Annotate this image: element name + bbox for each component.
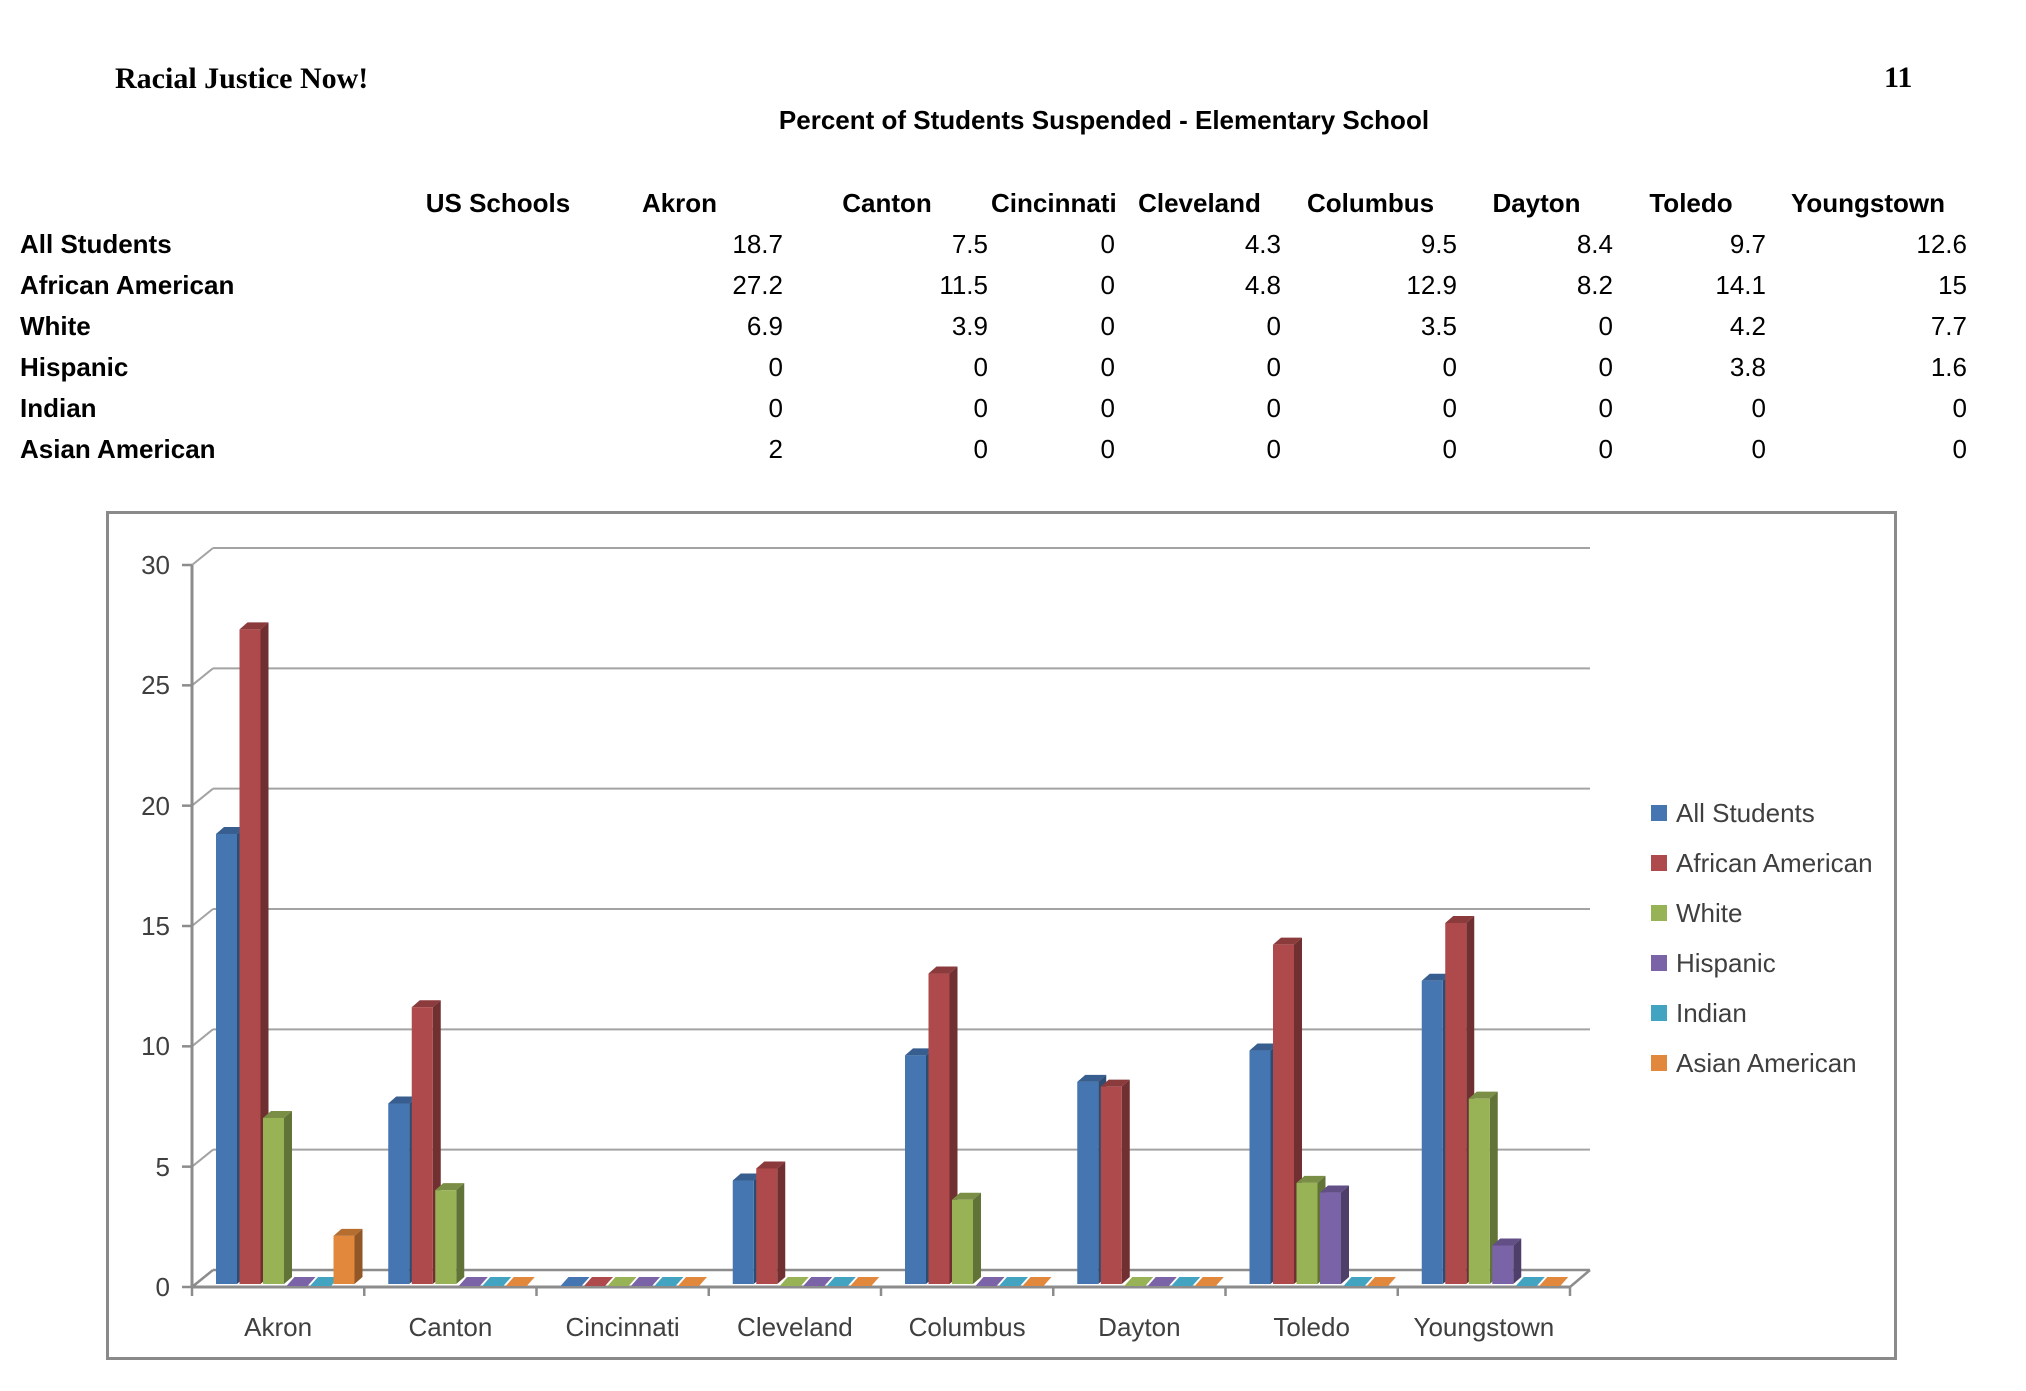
table-cell: 0 <box>1100 434 1115 464</box>
table-row <box>18 265 1970 306</box>
bar-white-youngstown <box>1469 1099 1490 1284</box>
bar-zero-hispanic-columbus <box>976 1277 1005 1286</box>
y-axis-label: 15 <box>141 911 170 941</box>
bar-zero-asian-american-canton <box>506 1277 535 1286</box>
table <box>18 182 1970 470</box>
legend-swatch-icon <box>1651 1055 1667 1071</box>
category-label: Dayton <box>1098 1312 1181 1342</box>
table-cell: 0 <box>1442 434 1457 464</box>
bar-all-students-toledo <box>1250 1051 1271 1284</box>
bar-all-students-cleveland <box>733 1181 754 1284</box>
table-cell: 0 <box>1598 311 1613 341</box>
floor-right-edge <box>1570 1270 1590 1287</box>
bar-african-american-cleveland <box>756 1168 777 1284</box>
row-label: All Students <box>20 229 172 259</box>
bar-all-students-youngstown <box>1422 981 1443 1284</box>
chart-frame <box>108 513 1896 1359</box>
chart-canvas <box>106 511 1897 1360</box>
bar-zero-asian-american-cleveland <box>850 1277 879 1286</box>
table-cell: 8.4 <box>1576 229 1613 259</box>
y-axis-label: 30 <box>141 550 170 580</box>
category-label: Akron <box>244 1312 313 1342</box>
bar-zero-hispanic-dayton <box>1148 1277 1177 1286</box>
table-cell: 4.8 <box>1244 270 1281 300</box>
floor-left-edge <box>192 1270 213 1287</box>
table-cell: 4.3 <box>1244 229 1281 259</box>
row-label: African American <box>20 270 235 300</box>
table-cell: 0 <box>1100 311 1115 341</box>
legend-item <box>1651 944 1776 982</box>
row-label: Asian American <box>20 434 216 464</box>
y-axis-label: 0 <box>155 1272 170 1302</box>
bar-african-american-youngstown <box>1445 923 1466 1284</box>
column-header: Youngstown <box>1790 187 1946 218</box>
y-axis-label: 20 <box>141 790 170 821</box>
table-cell: 0 <box>768 352 783 382</box>
bar-asian-american-akron <box>334 1236 355 1284</box>
bar-zero-hispanic-cincinnati <box>631 1277 660 1286</box>
table-row <box>18 388 1970 429</box>
column-header: Cincinnati <box>991 187 1117 218</box>
table-cell: 0 <box>1442 393 1457 423</box>
table-cell: 0 <box>1266 393 1281 423</box>
bar-zero-all-students-cincinnati <box>561 1277 590 1286</box>
gridline-elbow <box>192 548 213 565</box>
table-cell: 8.2 <box>1576 270 1613 300</box>
table-cell: 0 <box>973 352 988 382</box>
table-row <box>18 224 1970 265</box>
legend-swatch-icon <box>1651 855 1667 871</box>
table-cell: 3.9 <box>951 311 988 341</box>
bar-side-white-akron <box>284 1111 292 1284</box>
bar-zero-asian-american-youngstown <box>1539 1277 1568 1286</box>
bar-zero-asian-american-cincinnati <box>678 1277 707 1286</box>
bar-zero-indian-dayton <box>1171 1277 1200 1286</box>
bar-african-american-columbus <box>929 974 950 1284</box>
bar-white-columbus <box>952 1200 973 1284</box>
bar-zero-asian-american-toledo <box>1367 1277 1396 1286</box>
table-cell <box>423 429 576 470</box>
bar-all-students-canton <box>388 1104 409 1285</box>
column-header: Toledo <box>1649 187 1733 218</box>
bar-zero-white-cincinnati <box>608 1277 637 1286</box>
legend-item <box>1651 894 1742 932</box>
legend-item <box>1651 994 1747 1032</box>
bar-side-white-canton <box>456 1183 464 1284</box>
legend-label: Asian American <box>1676 1047 1857 1078</box>
bar-zero-indian-toledo <box>1344 1277 1373 1286</box>
y-axis-label: 25 <box>141 670 170 701</box>
table-cell: 3.5 <box>1420 311 1457 341</box>
table-cell: 6.9 <box>746 311 783 341</box>
legend-swatch-icon <box>1651 905 1667 921</box>
table-cell: 2 <box>768 434 783 464</box>
table-cell: 0 <box>1266 352 1281 382</box>
table-cell: 0 <box>1952 434 1967 464</box>
category-label: Columbus <box>908 1312 1026 1342</box>
bar-side-hispanic-youngstown <box>1513 1238 1521 1284</box>
table-cell <box>423 388 576 429</box>
table-cell: 12.6 <box>1916 229 1967 259</box>
bar-hispanic-youngstown <box>1492 1245 1513 1284</box>
table-cell: 0 <box>1100 229 1115 259</box>
bar-side-hispanic-toledo <box>1341 1186 1349 1284</box>
bar-zero-white-dayton <box>1124 1277 1153 1286</box>
table-cell: 0 <box>768 393 783 423</box>
gridline-elbow <box>192 789 213 806</box>
category-label: Canton <box>408 1312 493 1342</box>
row-label: Indian <box>20 393 97 423</box>
bar-side-white-columbus <box>973 1193 981 1284</box>
table-cell: 0 <box>1100 352 1115 382</box>
table-cell: 0 <box>1266 434 1281 464</box>
column-header: Akron <box>641 187 718 218</box>
bar-zero-asian-american-columbus <box>1023 1277 1052 1286</box>
table-cell: 15 <box>1938 270 1967 300</box>
corner-cell <box>18 182 423 224</box>
column-header: US Schools <box>425 187 571 218</box>
table-row <box>18 429 1970 470</box>
legend-swatch-icon <box>1651 805 1667 821</box>
suspension-bar-chart <box>106 511 1897 1360</box>
category-label: Toledo <box>1273 1312 1350 1342</box>
bar-zero-indian-cleveland <box>827 1277 856 1286</box>
bar-side-african-american-dayton <box>1122 1080 1130 1284</box>
bar-zero-hispanic-cleveland <box>803 1277 832 1286</box>
legend-label: African American <box>1676 847 1873 878</box>
column-header: Columbus <box>1306 187 1435 218</box>
bar-hispanic-toledo <box>1320 1193 1341 1284</box>
legend-item <box>1651 794 1815 832</box>
bar-zero-indian-cincinnati <box>655 1277 684 1286</box>
bar-zero-asian-american-dayton <box>1195 1277 1224 1286</box>
legend-swatch-icon <box>1651 1005 1667 1021</box>
column-header: Cleveland <box>1138 187 1261 218</box>
table-cell <box>423 306 576 347</box>
bar-side-african-american-cleveland <box>777 1161 785 1284</box>
legend-swatch-icon <box>1651 955 1667 971</box>
table-cell: 4.2 <box>1729 311 1766 341</box>
bar-zero-indian-columbus <box>999 1277 1028 1286</box>
bar-african-american-akron <box>240 629 261 1284</box>
column-header: Canton <box>842 187 932 218</box>
legend-label: Indian <box>1676 997 1747 1028</box>
bar-side-asian-american-akron <box>355 1229 363 1284</box>
bar-white-akron <box>263 1118 284 1284</box>
table-cell <box>423 347 576 388</box>
suspension-data-table <box>18 182 1970 470</box>
table-cell: 9.5 <box>1420 229 1457 259</box>
table-cell: 3.8 <box>1729 352 1766 382</box>
bar-zero-indian-youngstown <box>1516 1277 1545 1286</box>
table-cell: 0 <box>1442 352 1457 382</box>
table-row <box>18 306 1970 347</box>
table-cell: 12.9 <box>1406 270 1457 300</box>
table-cell: 7.7 <box>1930 311 1967 341</box>
table-cell: 0 <box>1952 393 1967 423</box>
column-header: Dayton <box>1492 187 1581 218</box>
bar-zero-white-cleveland <box>780 1277 809 1286</box>
table-cell: 0 <box>1598 393 1613 423</box>
bar-all-students-akron <box>216 834 237 1284</box>
table-cell: 0 <box>1100 270 1115 300</box>
legend-item <box>1651 844 1873 882</box>
table-cell: 0 <box>1100 393 1115 423</box>
table-cell: 27.2 <box>732 270 783 300</box>
bar-african-american-canton <box>412 1007 433 1284</box>
table-row <box>18 347 1970 388</box>
bar-african-american-dayton <box>1101 1087 1122 1284</box>
table-cell: 0 <box>1751 393 1766 423</box>
bar-all-students-columbus <box>905 1055 926 1284</box>
table-cell: 0 <box>973 434 988 464</box>
bar-zero-hispanic-canton <box>459 1277 488 1286</box>
table-cell: 18.7 <box>732 229 783 259</box>
bar-all-students-dayton <box>1077 1082 1098 1284</box>
bar-zero-african-american-cincinnati <box>584 1277 613 1286</box>
row-label: Hispanic <box>20 352 129 382</box>
legend-label: All Students <box>1676 797 1815 828</box>
y-axis-label: 5 <box>155 1151 170 1182</box>
row-label: White <box>20 311 91 341</box>
gridline-elbow <box>192 1029 213 1046</box>
legend-label: White <box>1676 897 1743 928</box>
table-cell: 1.6 <box>1930 352 1967 382</box>
table-cell <box>423 224 576 265</box>
bar-white-toledo <box>1297 1183 1318 1284</box>
table-cell: 11.5 <box>939 270 988 300</box>
legend-item <box>1651 1044 1857 1082</box>
report-title: Percent of Students Suspended - Elementary School <box>778 105 1430 135</box>
table-cell: 9.7 <box>1729 229 1766 259</box>
category-label: Youngstown <box>1413 1312 1555 1342</box>
gridline-elbow <box>192 668 213 685</box>
table-cell: 0 <box>1598 434 1613 464</box>
bar-white-canton <box>435 1190 456 1284</box>
bar-african-american-toledo <box>1273 945 1294 1284</box>
table-cell <box>423 265 576 306</box>
gridline-elbow <box>192 1150 213 1167</box>
table-cell: 0 <box>973 393 988 423</box>
page-number: 11 <box>1884 61 1913 94</box>
table-cell: 0 <box>1266 311 1281 341</box>
table-cell: 0 <box>1598 352 1613 382</box>
gridline-elbow <box>192 909 213 926</box>
org-name: Racial Justice Now! <box>115 62 369 95</box>
category-label: Cleveland <box>737 1312 853 1342</box>
category-label: Cincinnati <box>565 1312 680 1342</box>
bar-zero-hispanic-akron <box>287 1277 316 1286</box>
table-cell: 0 <box>1751 434 1766 464</box>
y-axis-label: 10 <box>141 1031 170 1062</box>
bar-zero-indian-canton <box>482 1277 511 1286</box>
table-cell: 14.1 <box>1715 270 1766 300</box>
legend-label: Hispanic <box>1676 947 1776 978</box>
table-cell: 7.5 <box>951 229 988 259</box>
